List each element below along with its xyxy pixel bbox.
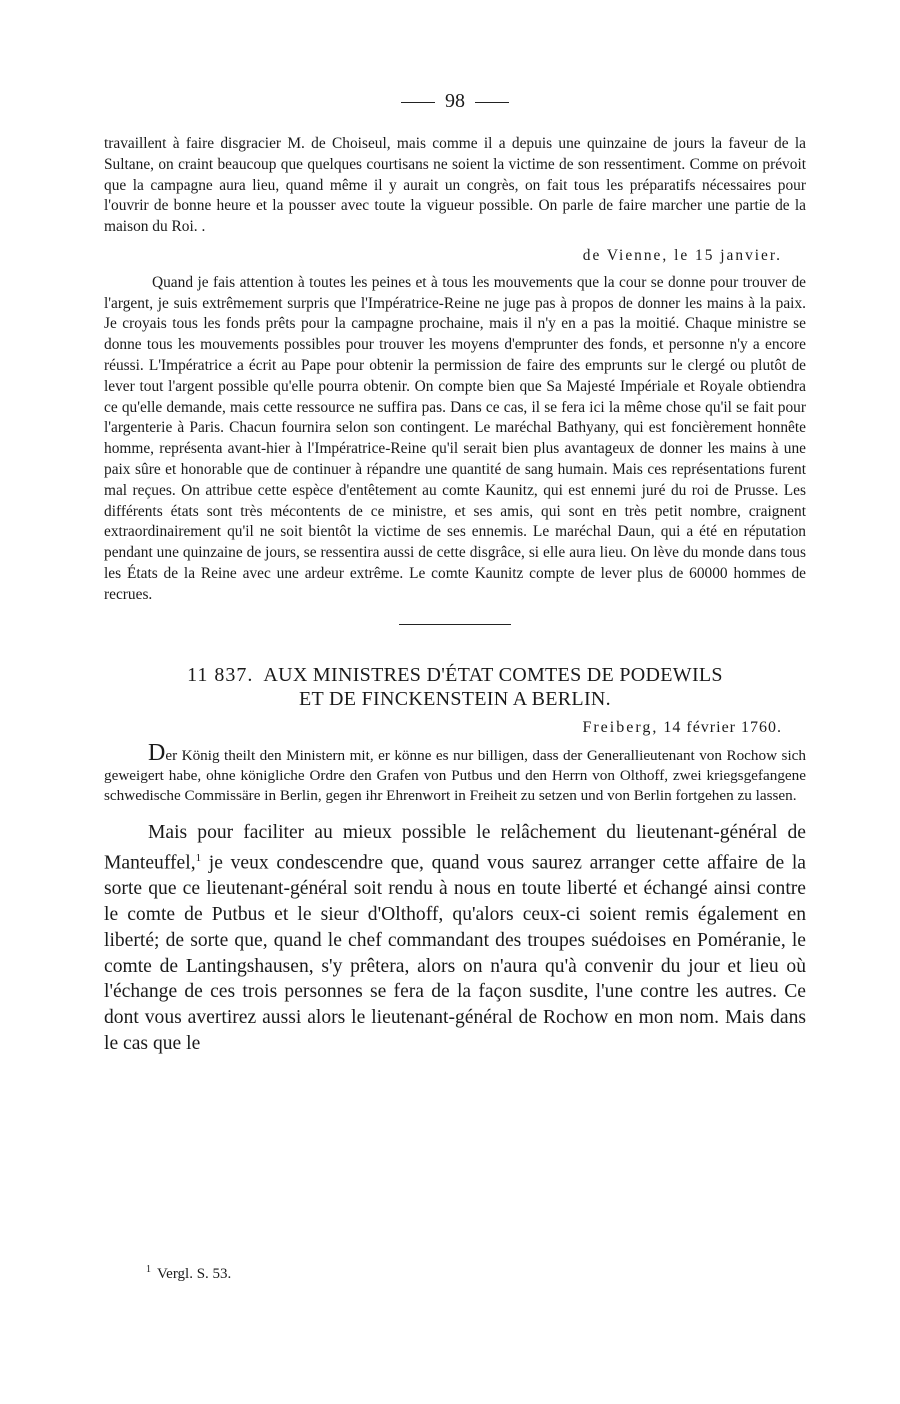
main-letter-text xyxy=(104,820,806,1057)
letter-dateline: de Vienne, le 15 janvier. xyxy=(582,246,782,264)
footnote-reference: 1 xyxy=(195,851,202,864)
book-page xyxy=(104,86,806,1057)
heading-line-1: AUX MINISTRES D'ÉTAT COMTES DE PODEWILS xyxy=(263,663,723,686)
letter-paragraph-2: Quand je fais attention à toutes les peines et à tous les mouvements que la cour se donne pour trouver de l'argent, je suis extrêmement surpris que l'Impératrice-Reine ne juge pas à propos de donner les mains à la paix. Je croyais tous les fonds prêts pour la campagne prochaine, mais il n'y en a pas la moitié. Chaque ministre se donne tous les mouvements possibles pour trouver les moyens d'emprunter des fonds, et personne n'y a encore réussi. L'Impératrice a écrit au Pape pour obtenir la permission de faire des emprunts sur le clergé ou plutôt de lever tout l'argent possible qu'elle pourra obtenir. On compte bien que Sa Majesté Impériale et Royale obtiendra ce qu'elle demande, mais cette ressource ne suffira pas. Dans ce cas, il se fera ici la même chose qu'il se fait pour l'argenterie à Paris. Chacun fournira selon son contingent. Le maréchal Bathyany, qui est foncièrement honnête homme, représenta avant-hier à l'Impératrice-Reine qu'il serait bien plus avantageux de donner les mains à une paix sûre et honorable que de continuer à répandre une quantité de sang humain. Mais ces représentations furent mal reçues. On attribue cette espèce d'entêtement au comte Kaunitz, qui est ennemi juré du roi de Prusse. Les différents états sont très mécontents de ce ministre, et ses amis, qui sont en très petit nombre, craignent extraordinairement qu'il ne soit bientôt la victime de ses ennemis. Le maréchal Daun, qui a été en réputation pendant une quinzaine de jours, se ressentira aussi de cette disgrâce, si elle aura lieu. On lève du monde dans tous les États de la Reine avec une ardeur extrême. Le comte Kaunitz compte de lever plus de 60000 hommes de recrues. xyxy=(104,273,806,603)
german-summary xyxy=(104,739,806,807)
footnote-text: Vergl. S. 53. xyxy=(157,1266,232,1282)
section-heading xyxy=(104,663,806,711)
letter-paragraph-1: travaillent à faire disgracier M. de Choiseul, mais comme il a depuis une quinzaine de jours la faveur de la Sultane, on craint beaucoup que quelques courtisans ne soient la victime de son ressentiment. Comme on prévoit que la campagne aura lieu, quand même il y aurait un congrès, on fait tous les préparatifs nécessaires pour l'ouvrir de bonne heure et la pousser avec toute la vigueur possible. On parle de faire marcher une partie de la maison du Roi. . xyxy=(104,135,806,236)
page-number-line xyxy=(104,86,806,116)
section-separator xyxy=(399,624,511,625)
dateline-date: 14 février 1760. xyxy=(663,718,782,736)
page-number: 98 xyxy=(445,90,465,112)
german-text: er König theilt den Ministern mit, er könne es nur billigen, dass der Generallieutenant von Rochow sich geweigert habe, ohne königliche Ordre den Grafen von Putbus und den Herrn von Olthoff, zwei kriegsgefangene schwedische Commissäre in Berlin, gegen ihr Ehrenwort in Freiheit zu setzen und von Berlin fortgehen zu lassen. xyxy=(104,746,806,804)
heading-line-2: ET DE FINCKENSTEIN A BERLIN. xyxy=(299,687,611,710)
footnote xyxy=(146,1264,231,1283)
document-number: 11 837. xyxy=(187,663,254,686)
main-text-part-2: je veux condescendre que, quand vous saurez arranger cette affaire de la sorte que ce lieutenant-général soit rendu à nous en toute liberté et échangé ainsi contre le comte de Putbus et le sieur d'Olthoff, qu'alors ceux-ci soient remis également en liberté; de sorte que, quand le chef commandant des troupes suédoises en Poméranie, le comte de Lantingshausen, s'y prêtera, alors on n'aura qu'à convenir du jour et lieu où l'échange de ces trois personnes se fera de la façon susdite, l'une contre les autres. Ce dont vous avertirez aussi alors le lieutenant-général de Rochow en mon nom. Mais dans le cas que le xyxy=(104,852,806,1055)
drop-cap: D xyxy=(148,739,166,766)
rule-right xyxy=(475,102,509,103)
rule-left xyxy=(401,102,435,103)
footnote-mark: 1 xyxy=(146,1264,151,1275)
dateline-place: Freiberg, xyxy=(582,718,659,736)
main-text-part-1: Mais pour faciliter au mieux possible le relâchement du lieutenant-général de Manteuffel, xyxy=(104,822,806,874)
section-dateline xyxy=(104,717,782,739)
